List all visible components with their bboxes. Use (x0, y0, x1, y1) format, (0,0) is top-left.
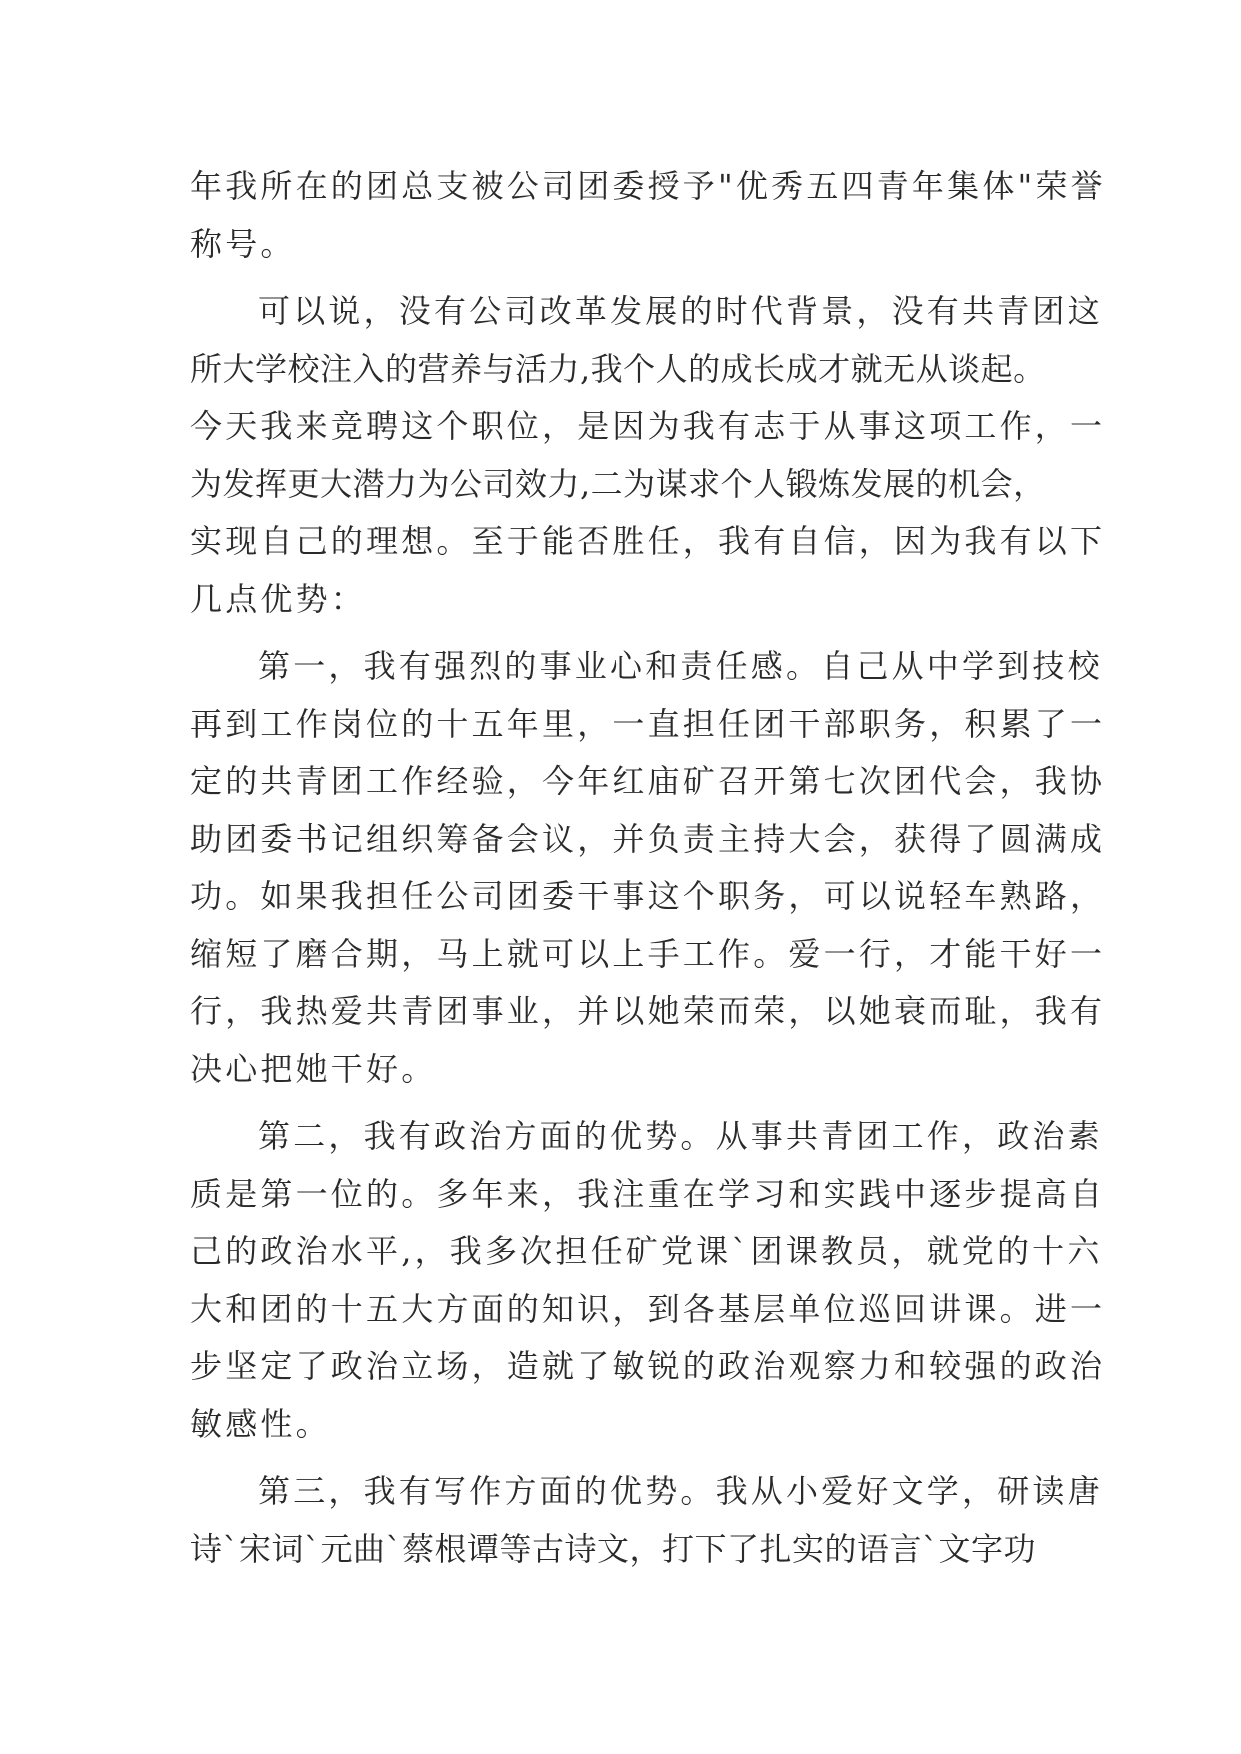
text-line: 敏感性。 (190, 1404, 331, 1443)
text-line: 年我所在的团总支被公司团委授予"优秀五四青年集体"荣誉 (190, 167, 1106, 205)
paragraph (190, 283, 1106, 628)
text-line: 所大学校注入的营养与活力,我个人的成长成才就无从谈起。 (190, 349, 1046, 388)
text-line: 定的共青团工作经验，今年红庙矿召开第七次团代会，我协 (190, 762, 1106, 800)
paragraph (190, 1463, 1103, 1578)
text-line: 第三，我有写作方面的优势。我从小爱好文学，研读唐 (258, 1472, 1103, 1510)
text-line: 质是第一位的。多年来，我注重在学习和实践中逐步提高自 (190, 1174, 1106, 1213)
text-line: 己的政治水平,，我多次担任矿党课`团课教员，就党的十六 (190, 1232, 1103, 1270)
text-line: 功。如果我担任公司团委干事这个职务，可以说轻车熟路， (190, 877, 1106, 915)
text-line: 助团委书记组织筹备会议，并负责主持大会，获得了圆满成 (190, 819, 1106, 858)
text-line: 步坚定了政治立场，造就了敏锐的政治观察力和较强的政治 (190, 1347, 1106, 1385)
text-line: 称号。 (190, 224, 296, 263)
paragraph (190, 158, 1106, 273)
text-line: 第二，我有政治方面的优势。从事共青团工作，政治素 (258, 1117, 1103, 1155)
paragraph (190, 638, 1106, 1098)
text-line: 大和团的十五大方面的知识，到各基层单位巡回讲课。进一 (190, 1289, 1106, 1328)
text-line: 第一，我有强烈的事业心和责任感。自己从中学到技校 (258, 647, 1103, 685)
paragraph (190, 1108, 1106, 1453)
text-line: 再到工作岗位的十五年里，一直担任团干部职务，积累了一 (190, 704, 1106, 743)
text-line: 为发挥更大潜力为公司效力,二为谋求个人锻炼发展的机会， (190, 464, 1046, 503)
text-line: 今天我来竞聘这个职位，是因为我有志于从事这项工作，一 (190, 407, 1106, 445)
text-line: 实现自己的理想。至于能否胜任，我有自信，因为我有以下 (190, 522, 1106, 560)
text-line: 诗`宋词`元曲`蔡根谭等古诗文，打下了扎实的语言`文字功 (190, 1529, 1037, 1568)
document-body (190, 158, 1106, 1588)
text-line: 几点优势： (190, 579, 367, 618)
text-line: 行，我热爱共青团事业，并以她荣而荣，以她衰而耻，我有 (190, 992, 1106, 1030)
text-line: 可以说，没有公司改革发展的时代背景，没有共青团这 (258, 292, 1103, 330)
text-line: 缩短了磨合期，马上就可以上手工作。爱一行，才能干好一 (190, 934, 1106, 973)
text-line: 决心把她干好。 (190, 1049, 437, 1088)
